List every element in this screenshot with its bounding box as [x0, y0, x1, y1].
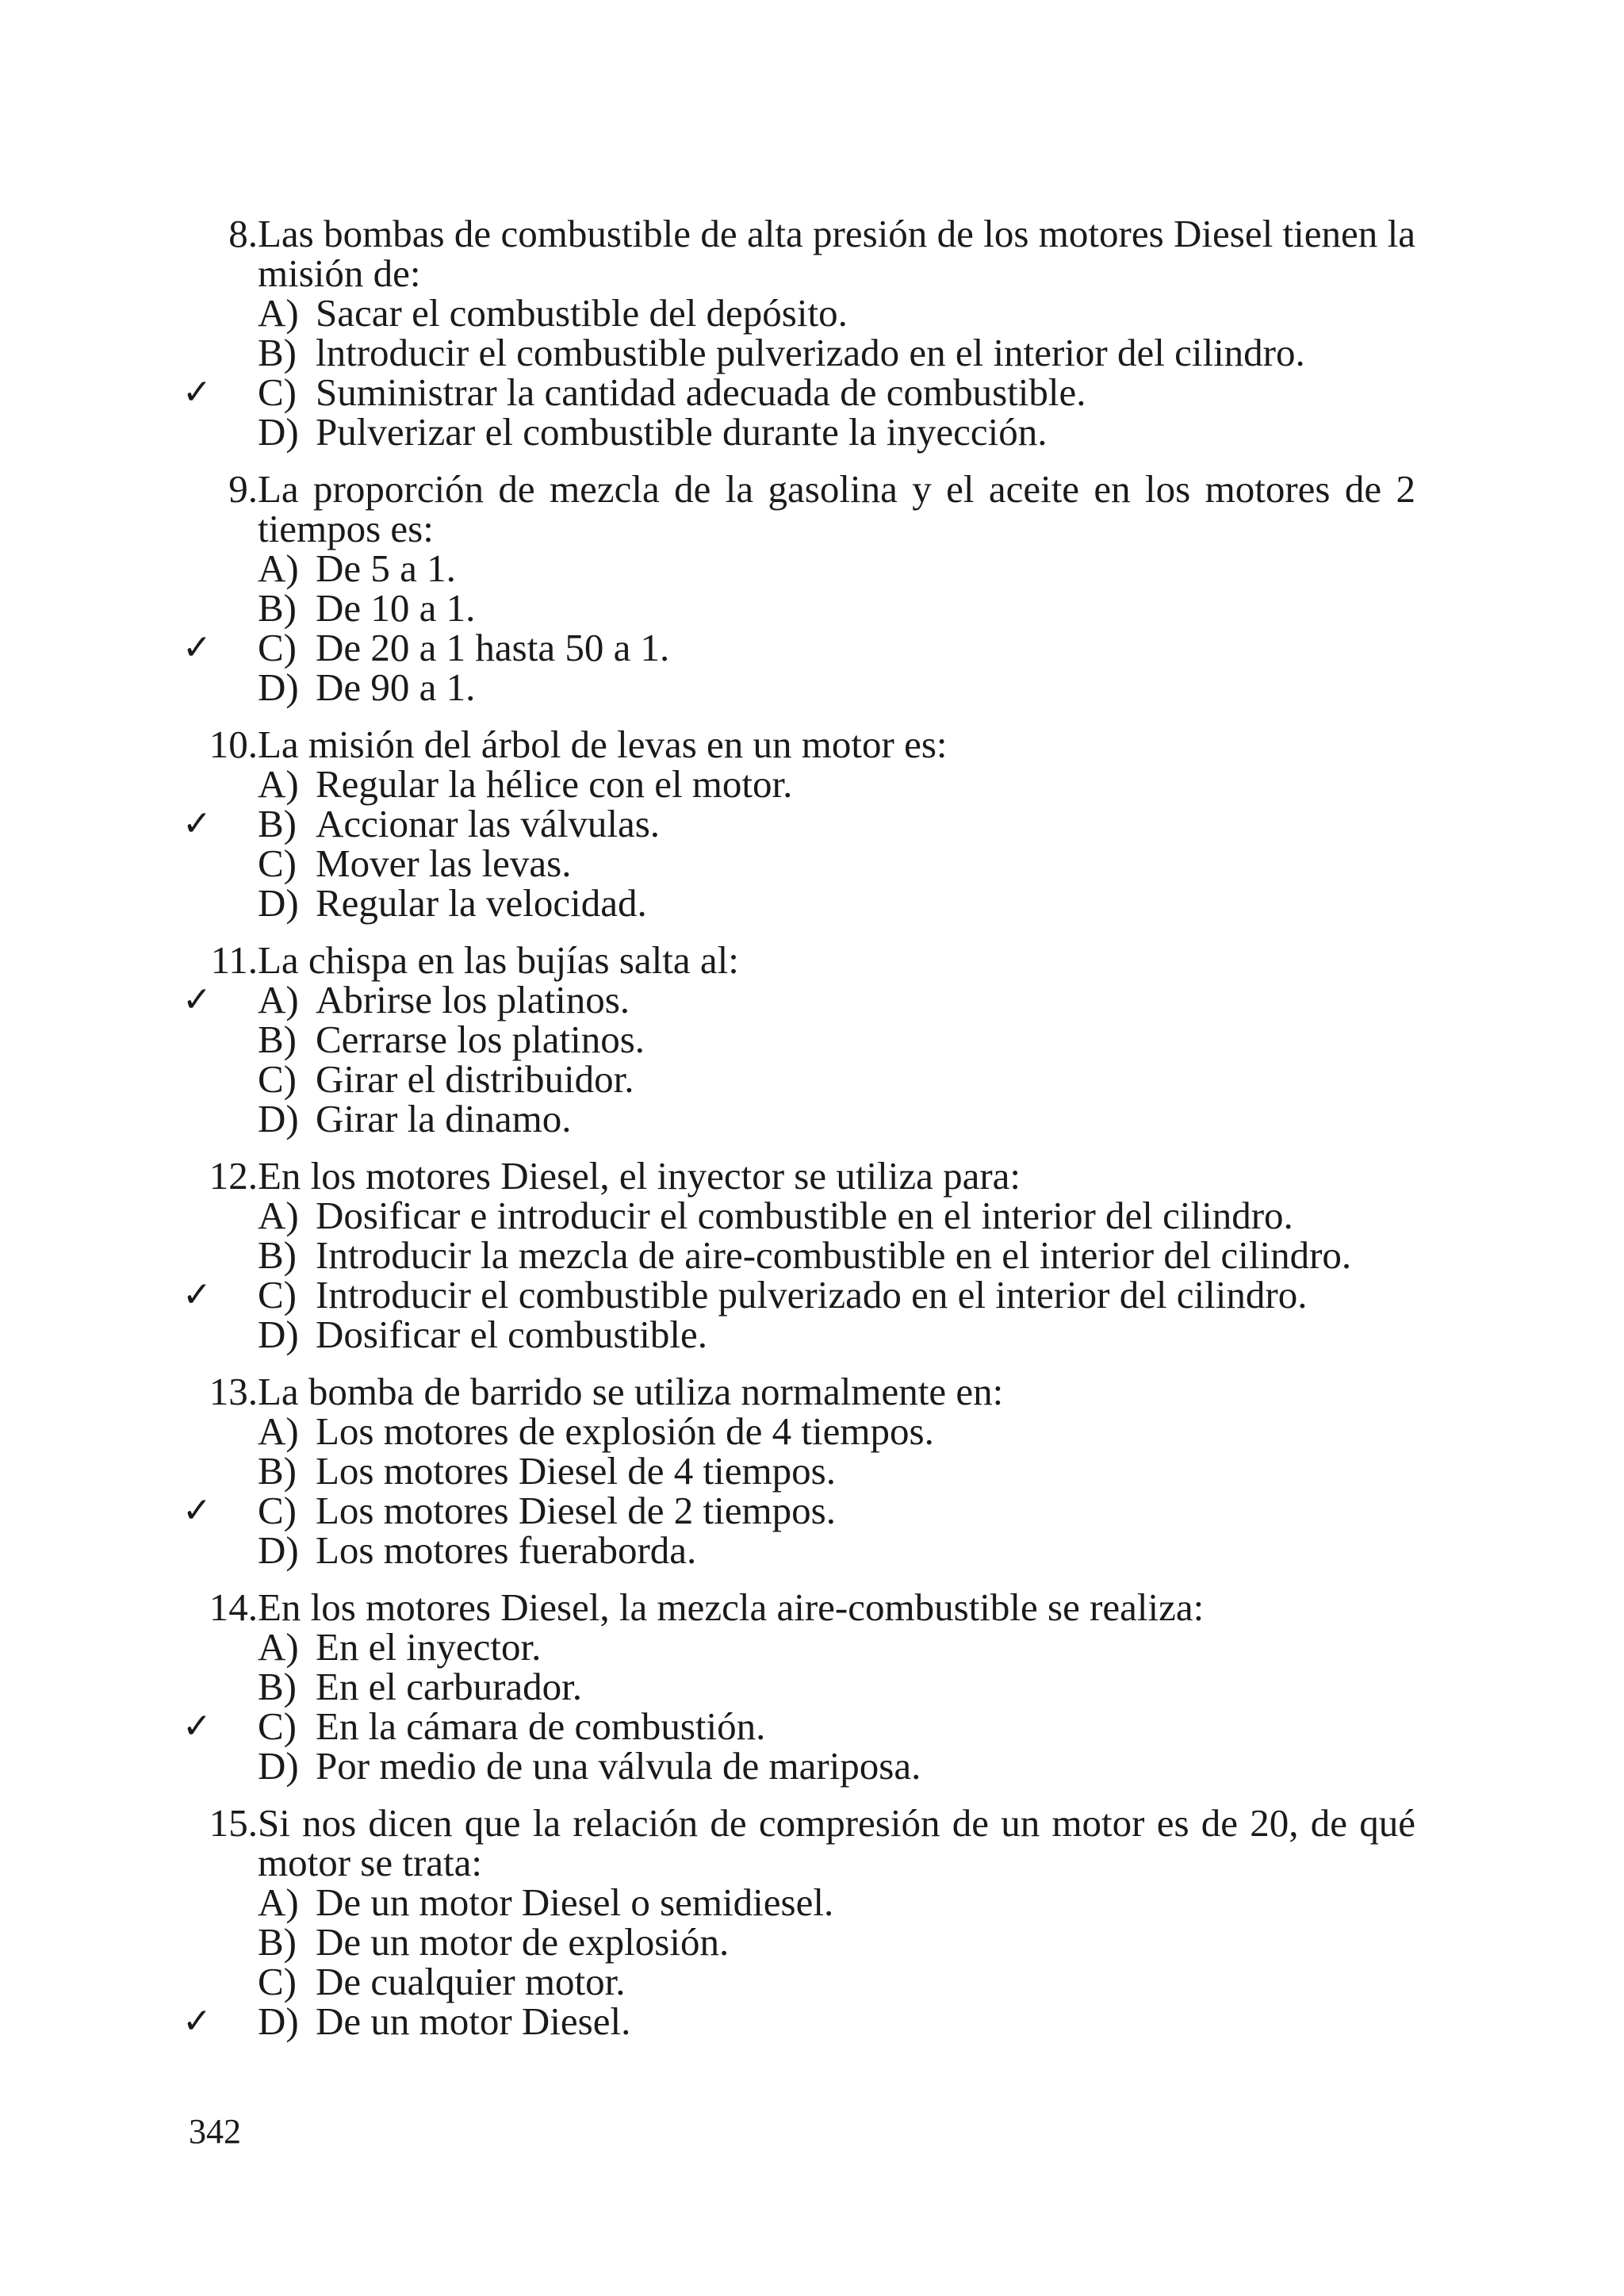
question-header [190, 1803, 1415, 1883]
question-header [190, 467, 1415, 550]
option-text: En la cámara de combustión. [316, 1704, 766, 1748]
option-text: Los motores Diesel de 4 tiempos. [316, 1449, 836, 1493]
option-letter: B) [258, 331, 297, 374]
option-text: De cualquier motor. [316, 1960, 626, 2003]
answer-option [182, 1489, 1415, 1532]
option-text: Los motores de explosión de 4 tiempos. [316, 1409, 934, 1453]
option-letter: A) [258, 1625, 299, 1669]
answer-option [182, 802, 1415, 845]
option-letter: A) [258, 1194, 299, 1237]
question-number: 9. [228, 467, 258, 511]
option-text: Los motores fueraborda. [316, 1528, 697, 1572]
option-letter: A) [258, 546, 299, 590]
answer-option [190, 1099, 1415, 1139]
option-letter: A) [258, 762, 299, 806]
question-text: Las bombas de combustible de alta presión de los motores Diesel tienen la misión de: [258, 212, 1415, 295]
question-header [190, 214, 1415, 293]
option-letter: B) [258, 802, 297, 845]
question-text: Si nos dicen que la relación de compresión de un motor es de 20, de qué motor se trata: [258, 1801, 1415, 1884]
answer-options [182, 1194, 1415, 1356]
question [182, 1801, 1415, 2043]
question-header [190, 1585, 1415, 1629]
question-number-cell [190, 1803, 258, 1843]
checkmark-icon: ✓ [182, 372, 212, 412]
option-text: Pulverizar el combustible durante la inyección. [316, 410, 1048, 454]
page-number: 342 [189, 2112, 241, 2151]
checkmark-icon: ✓ [182, 803, 212, 844]
option-letter: B) [258, 1018, 297, 1061]
option-text: Dosificar e introducir el combustible en el interior del cilindro. [316, 1194, 1293, 1237]
question-number: 10. [209, 723, 258, 766]
checkmark-icon: ✓ [182, 2001, 212, 2041]
option-text: Regular la hélice con el motor. [316, 762, 793, 806]
question-number: 15. [209, 1801, 258, 1845]
answer-option [182, 1999, 1415, 2043]
question [182, 467, 1415, 709]
option-letter: D) [258, 1999, 299, 2043]
option-letter: D) [258, 1528, 299, 1572]
option-letter: C) [258, 370, 297, 414]
question-number-cell [190, 1372, 258, 1412]
question-number: 8. [228, 212, 258, 255]
answer-option [182, 1704, 1415, 1748]
answer-options [182, 1625, 1415, 1788]
option-letter: C) [258, 1273, 297, 1317]
option-text: De 10 a 1. [316, 586, 476, 630]
option-letter: B) [258, 1449, 297, 1493]
question-header [190, 1156, 1415, 1196]
option-text: Por medio de una válvula de mariposa. [316, 1744, 921, 1788]
question-number: 11. [210, 938, 258, 982]
option-text: Suministrar la cantidad adecuada de combustible. [316, 370, 1086, 414]
option-text: Los motores Diesel de 2 tiempos. [316, 1489, 836, 1532]
answer-option [190, 1196, 1415, 1236]
answer-options [182, 1880, 1415, 2043]
option-letter: C) [258, 626, 297, 669]
option-letter: A) [258, 1880, 299, 1924]
answer-option [182, 978, 1415, 1022]
answer-option [190, 1233, 1415, 1277]
option-text: Cerrarse los platinos. [316, 1018, 645, 1061]
option-text: En el inyector. [316, 1625, 542, 1669]
answer-options [182, 291, 1415, 454]
option-text: En el carburador. [316, 1665, 583, 1708]
question [182, 1585, 1415, 1788]
question-number-cell [190, 1585, 258, 1629]
option-letter: B) [258, 586, 297, 630]
question-header [190, 938, 1415, 982]
answer-option [182, 626, 1415, 669]
answer-option [190, 588, 1415, 628]
question-header [190, 725, 1415, 765]
option-text: De un motor Diesel. [316, 1999, 631, 2043]
checkmark-icon: ✓ [182, 1490, 212, 1531]
option-text: De un motor Diesel o semidiesel. [316, 1880, 834, 1924]
question-number: 14. [209, 1585, 258, 1629]
answer-option [190, 1451, 1415, 1491]
option-letter: A) [258, 978, 299, 1022]
answer-option [182, 1273, 1415, 1317]
question-number-cell [190, 1156, 258, 1196]
checkmark-icon: ✓ [182, 1706, 212, 1746]
checkmark-icon: ✓ [182, 979, 212, 1020]
option-text: Introducir el combustible pulverizado en el interior del cilindro. [316, 1273, 1308, 1317]
option-text: Accionar las válvulas. [316, 802, 661, 845]
answer-option [190, 762, 1415, 806]
option-text: De un motor de explosión. [316, 1920, 730, 1964]
option-letter: D) [258, 881, 299, 925]
answer-option [190, 1315, 1415, 1355]
answer-options [182, 762, 1415, 925]
answer-option [190, 1528, 1415, 1572]
question-text: La bomba de barrido se utiliza normalmente en: [258, 1370, 1004, 1413]
option-text: Sacar el combustible del depósito. [316, 291, 848, 335]
answer-option [190, 293, 1415, 333]
answer-option [190, 1880, 1415, 1924]
answer-options [182, 978, 1415, 1140]
option-text: Abrirse los platinos. [316, 978, 630, 1022]
answer-option [190, 881, 1415, 925]
option-letter: C) [258, 1489, 297, 1532]
question [182, 1154, 1415, 1356]
option-letter: C) [258, 1704, 297, 1748]
answer-option [190, 665, 1415, 709]
question-number-cell [190, 938, 258, 982]
option-letter: A) [258, 291, 299, 335]
answer-option [190, 1922, 1415, 1962]
question-text: La proporción de mezcla de la gasolina y el aceite en los motores de 2 tiempos es: [258, 467, 1415, 550]
option-text: De 20 a 1 hasta 50 a 1. [316, 626, 670, 669]
question-text: En los motores Diesel, el inyector se utiliza para: [258, 1154, 1021, 1198]
question-text: La chispa en las bujías salta al: [258, 938, 739, 982]
option-text: Girar la dinamo. [316, 1097, 572, 1140]
answer-options [182, 1409, 1415, 1572]
option-letter: B) [258, 1233, 297, 1277]
question [182, 938, 1415, 1140]
option-letter: D) [258, 1744, 299, 1788]
answer-option [190, 1627, 1415, 1667]
answer-option [190, 841, 1415, 885]
question-number: 13. [209, 1370, 258, 1413]
option-text: De 5 a 1. [316, 546, 456, 590]
question [182, 723, 1415, 925]
answer-option [190, 1020, 1415, 1060]
option-text: lntroducir el combustible pulverizado en el interior del cilindro. [316, 331, 1305, 374]
option-letter: B) [258, 1920, 297, 1964]
question [182, 1370, 1415, 1572]
option-text: Girar el distribuidor. [316, 1057, 634, 1101]
question-number-cell [190, 725, 258, 765]
question-list [182, 212, 1415, 2059]
answer-option [190, 412, 1415, 452]
option-letter: B) [258, 1665, 297, 1708]
answer-option [190, 1962, 1415, 2002]
answer-option [190, 546, 1415, 590]
question-number: 12. [209, 1154, 258, 1198]
option-text: Regular la velocidad. [316, 881, 647, 925]
question-text: La misión del árbol de levas en un motor es: [258, 723, 948, 766]
option-text: De 90 a 1. [316, 665, 476, 709]
question-header [190, 1372, 1415, 1412]
option-letter: C) [258, 841, 297, 885]
answer-option [190, 1746, 1415, 1786]
answer-options [182, 546, 1415, 709]
option-letter: D) [258, 1313, 299, 1356]
answer-option [190, 1057, 1415, 1101]
answer-option [182, 370, 1415, 414]
option-letter: D) [258, 665, 299, 709]
option-text: Introducir la mezcla de aire-combustible en el interior del cilindro. [316, 1233, 1352, 1277]
option-text: Mover las levas. [316, 841, 572, 885]
checkmark-icon: ✓ [182, 627, 212, 668]
answer-option [190, 333, 1415, 373]
option-letter: D) [258, 1097, 299, 1140]
option-letter: C) [258, 1960, 297, 2003]
question [182, 212, 1415, 454]
answer-option [190, 1667, 1415, 1707]
question-number-cell [190, 214, 258, 254]
question-number-cell [190, 467, 258, 511]
option-letter: D) [258, 410, 299, 454]
option-letter: C) [258, 1057, 297, 1101]
checkmark-icon: ✓ [182, 1274, 212, 1315]
option-letter: A) [258, 1409, 299, 1453]
option-text: Dosificar el combustible. [316, 1313, 707, 1356]
answer-option [190, 1409, 1415, 1453]
question-text: En los motores Diesel, la mezcla aire-combustible se realiza: [258, 1585, 1205, 1629]
